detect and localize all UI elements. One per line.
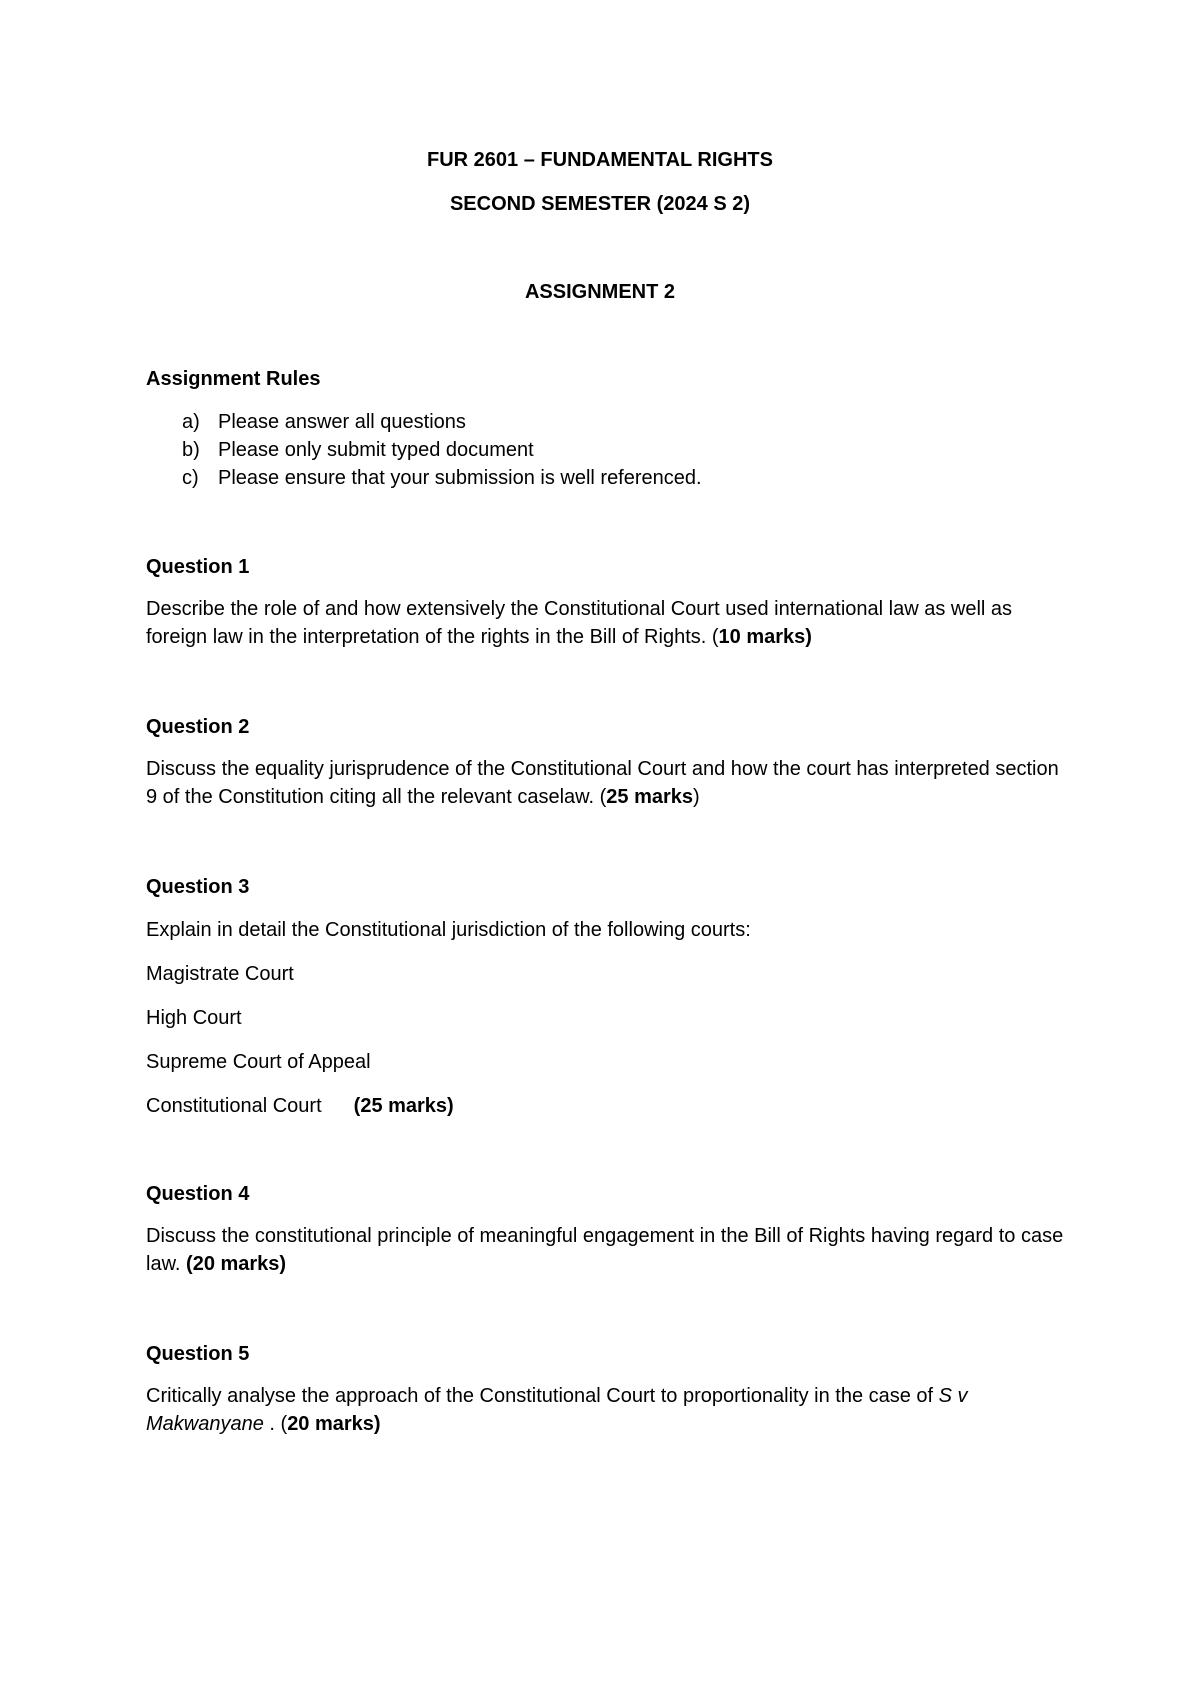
assignment-title: ASSIGNMENT 2 [524,281,676,303]
rule-letter: a) [182,411,200,433]
course-title: FUR 2601 – FUNDAMENTAL RIGHTS [427,149,773,171]
court-item-last [146,1094,454,1118]
question-3-title: Question 3 [146,876,250,898]
question-2-title: Question 2 [146,716,250,738]
rule-item-a [182,410,466,434]
court-item: Supreme Court of Appeal [146,1051,371,1073]
marks: (20 marks) [186,1253,287,1275]
closing-paren: ) [693,786,700,808]
question-text: Discuss the equality jurisprudence of the Constitutional Court and how the court has interpreted section 9 of the Constitution citing all the relevant caselaw. ( [146,758,1059,808]
after-case: . ( [263,1413,288,1435]
rule-text: Please ensure that your submission is well referenced. [218,467,702,489]
question-3-intro: Explain in detail the Constitutional jurisdiction of the following courts: [146,919,751,941]
question-text: Discuss the constitutional principle of meaningful engagement in the Bill of Rights having regard to case law. [146,1225,1064,1275]
semester-title: SECOND SEMESTER (2024 S 2) [449,193,751,215]
question-4-title: Question 4 [146,1183,250,1205]
court-item: Constitutional Court [146,1095,322,1117]
question-2-text [146,755,1066,811]
rule-item-b [182,438,534,462]
rule-letter: c) [182,467,199,489]
court-item: High Court [146,1007,242,1029]
court-item: Magistrate Court [146,963,294,985]
marks: 20 marks) [287,1413,381,1435]
question-5-title: Question 5 [146,1343,250,1365]
marks: 10 marks) [718,626,812,648]
rule-item-c [182,466,702,490]
case-name: S v Makwanyane [146,1385,968,1435]
rule-text: Please only submit typed document [218,439,534,461]
marks: (25 marks) [353,1095,454,1117]
marks: 25 marks [606,786,694,808]
question-1-title: Question 1 [146,556,250,578]
rule-letter: b) [182,439,200,461]
question-4-text [146,1222,1066,1278]
question-text: Describe the role of and how extensively the Constitutional Court used international law as well as foreign law in the interpretation of the rights in the Bill of Rights. ( [146,598,1013,648]
rules-heading: Assignment Rules [146,368,321,390]
question-text: Critically analyse the approach of the Constitutional Court to proportionality in the case of [146,1385,939,1407]
question-1-text [146,595,1066,651]
question-5-text [146,1382,1066,1438]
rule-text: Please answer all questions [218,411,466,433]
